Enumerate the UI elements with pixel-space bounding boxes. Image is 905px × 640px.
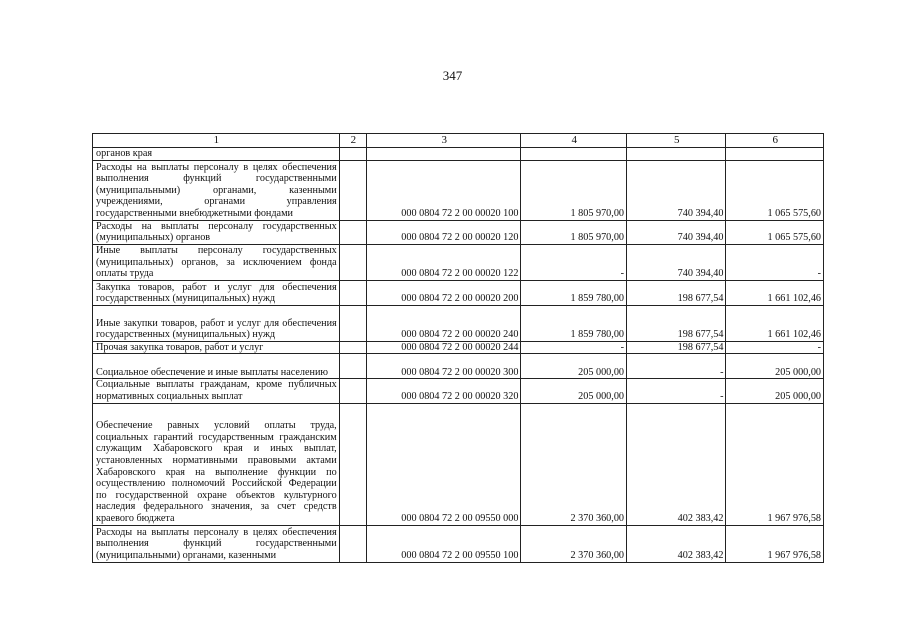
row-value-actual: - (627, 379, 726, 403)
row-value-plan: - (521, 341, 627, 354)
row-description: Расходы на выплаты персоналу в целях обеспечения выполнения функций государственными (муниципальными) органами, казенными учреждениями, органами управления государственными внебюджетными фондами (93, 160, 340, 220)
row-value-actual: 198 677,54 (627, 341, 726, 354)
row-code: 000 0804 72 2 00 00020 300 (367, 354, 521, 379)
row-value-actual: 198 677,54 (627, 305, 726, 341)
table-row (93, 244, 824, 280)
row-col2 (339, 379, 366, 403)
row-value-remainder: 1 661 102,46 (726, 305, 824, 341)
row-value-actual: 740 394,40 (627, 220, 726, 244)
row-value-remainder: - (726, 244, 824, 280)
row-col2 (339, 148, 366, 161)
header-cell: 3 (367, 134, 521, 148)
row-value-plan: 1 805 970,00 (521, 220, 627, 244)
row-value-remainder: 1 967 976,58 (726, 525, 824, 562)
row-value-plan: 1 805 970,00 (521, 160, 627, 220)
header-cell: 1 (93, 134, 340, 148)
table-row (93, 354, 824, 379)
header-cell: 6 (726, 134, 824, 148)
row-description: Расходы на выплаты персоналу в целях обеспечения выполнения функций государственными (муниципальными) органами, казенными (93, 525, 340, 562)
budget-table (92, 133, 824, 563)
row-code: 000 0804 72 2 00 00020 240 (367, 305, 521, 341)
row-value-plan: 2 370 360,00 (521, 525, 627, 562)
row-value-remainder: 1 967 976,58 (726, 403, 824, 525)
row-col2 (339, 403, 366, 525)
row-description: органов края (93, 148, 340, 161)
row-value-plan: 1 859 780,00 (521, 305, 627, 341)
row-value-actual: 402 383,42 (627, 525, 726, 562)
row-description: Закупка товаров, работ и услуг для обеспечения государственных (муниципальных) нужд (93, 280, 340, 305)
row-value-remainder: 1 065 575,60 (726, 220, 824, 244)
row-description: Прочая закупка товаров, работ и услуг (93, 341, 340, 354)
table-row (93, 280, 824, 305)
row-code: 000 0804 72 2 00 00020 122 (367, 244, 521, 280)
table-row (93, 148, 824, 161)
row-value-remainder: 205 000,00 (726, 379, 824, 403)
row-col2 (339, 244, 366, 280)
row-value-actual: 740 394,40 (627, 244, 726, 280)
row-col2 (339, 280, 366, 305)
row-code: 000 0804 72 2 00 09550 100 (367, 525, 521, 562)
row-code: 000 0804 72 2 00 00020 244 (367, 341, 521, 354)
table-row (93, 220, 824, 244)
header-row (93, 134, 824, 148)
header-cell: 5 (627, 134, 726, 148)
row-value-remainder: 1 661 102,46 (726, 280, 824, 305)
row-code: 000 0804 72 2 00 00020 100 (367, 160, 521, 220)
row-description: Расходы на выплаты персоналу государственных (муниципальных) органов (93, 220, 340, 244)
row-value-actual: 402 383,42 (627, 403, 726, 525)
table-row (93, 379, 824, 403)
row-description: Иные закупки товаров, работ и услуг для обеспечения государственных (муниципальных) нужд (93, 305, 340, 341)
row-code: 000 0804 72 2 00 00020 320 (367, 379, 521, 403)
row-col2 (339, 220, 366, 244)
row-value-remainder: - (726, 341, 824, 354)
row-value-actual: 740 394,40 (627, 160, 726, 220)
table-row (93, 341, 824, 354)
row-description: Социальные выплаты гражданам, кроме публичных нормативных социальных выплат (93, 379, 340, 403)
table-row (93, 305, 824, 341)
row-col2 (339, 525, 366, 562)
row-value-plan: 205 000,00 (521, 354, 627, 379)
row-value-remainder (726, 148, 824, 161)
page-number: 347 (442, 68, 463, 83)
row-value-remainder: 205 000,00 (726, 354, 824, 379)
row-code: 000 0804 72 2 00 09550 000 (367, 403, 521, 525)
row-col2 (339, 160, 366, 220)
row-description: Социальное обеспечение и иные выплаты населению (93, 354, 340, 379)
row-code (367, 148, 521, 161)
table-row (93, 525, 824, 562)
table-row (93, 160, 824, 220)
row-value-plan (521, 148, 627, 161)
table-row (93, 403, 824, 525)
row-value-actual (627, 148, 726, 161)
row-description: Обеспечение равных условий оплаты труда, социальных гарантий государственным гражданским служащим Хабаровского края и иных выплат, установленных нормативными правовыми актами Хабаровского края на выполнение функции по осуществлению полномочий Российской Федерации по государственной охране объектов культурного наследия федерального значения, за счет средств краевого бюджета (93, 403, 340, 525)
row-col2 (339, 354, 366, 379)
row-value-remainder: 1 065 575,60 (726, 160, 824, 220)
row-description: Иные выплаты персоналу государственных (муниципальных) органов, за исключением фонда оплаты труда (93, 244, 340, 280)
row-value-plan: 2 370 360,00 (521, 403, 627, 525)
row-col2 (339, 305, 366, 341)
row-code: 000 0804 72 2 00 00020 200 (367, 280, 521, 305)
header-cell: 4 (521, 134, 627, 148)
row-value-actual: - (627, 354, 726, 379)
row-value-plan: 1 859 780,00 (521, 280, 627, 305)
row-col2 (339, 341, 366, 354)
header-cell: 2 (339, 134, 366, 148)
row-value-plan: - (521, 244, 627, 280)
row-value-actual: 198 677,54 (627, 280, 726, 305)
row-value-plan: 205 000,00 (521, 379, 627, 403)
row-code: 000 0804 72 2 00 00020 120 (367, 220, 521, 244)
table-body (93, 148, 824, 563)
